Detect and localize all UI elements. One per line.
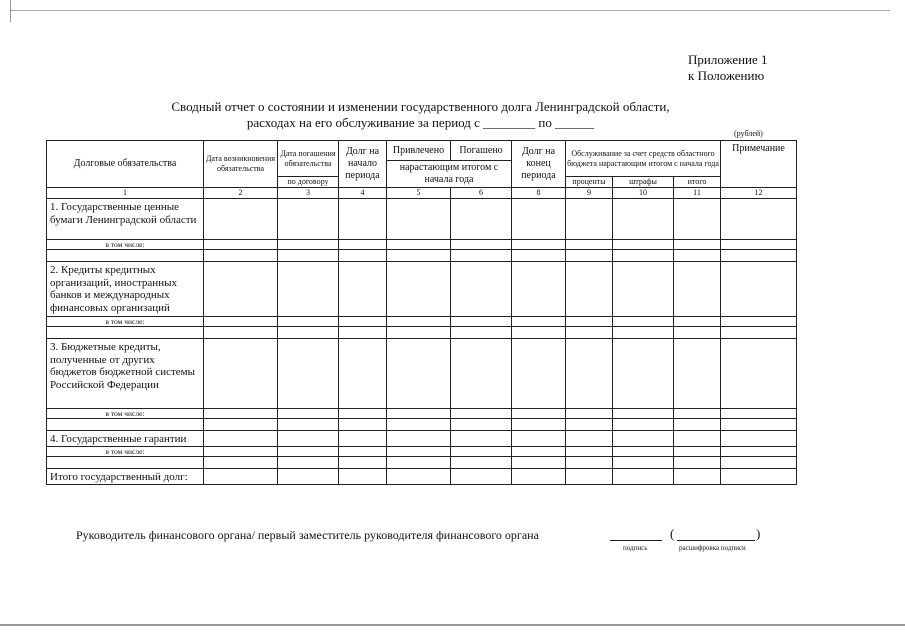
including-label: в том числе: [47,317,204,327]
including-label: в том числе: [47,409,204,419]
col-header-interest: проценты [566,177,613,188]
column-number: 3 [278,188,339,199]
including-label: в том числе: [47,240,204,250]
table-row [47,469,797,485]
report-table [46,140,797,485]
section-2-label: 2. Кредиты кредитных организаций, иностранных банков и международных финансовых организаций [47,262,204,317]
table-row [47,339,797,409]
scan-edge-bottom [0,624,905,626]
column-number: 2 [204,188,278,199]
column-number: 12 [721,188,797,199]
caption-signature: подпись [623,544,648,552]
column-number: 9 [566,188,613,199]
col-header-repayment-date: Дата погашения обязательства [278,141,339,177]
table-row [47,240,797,250]
scan-edge-top [10,10,890,11]
table-row [47,419,797,431]
column-number: 1 [47,188,204,199]
col-header-servicing: Обслуживание за счет средств областного бюджета нарастающим итогом с начала года [566,141,721,177]
table-row [47,262,797,317]
col-header-obligations: Долговые обязательства [47,141,204,188]
table-row [47,431,797,447]
document-title [0,99,905,131]
section-3-label: 3. Бюджетные кредиты, полученные от других бюджетов бюджетной системы Российской Федерации [47,339,204,409]
table-row [47,317,797,327]
caption-decoding: расшифровка подписи [679,544,746,552]
section-1-label: 1. Государственные ценные бумаги Ленинградской области [47,199,204,240]
paren-close: ) [756,526,761,541]
units-label: (рублей) [734,129,763,138]
column-number: 10 [613,188,674,199]
col-header-debt-start: Долг на начало периода [339,141,387,188]
signature-text: Руководитель финансового органа/ первый заместитель руководителя финансового органа [76,528,539,542]
table-row [47,409,797,419]
title-line2: расходах на его обслуживание за период с ________ по ______ [246,115,595,130]
column-number: 6 [451,188,512,199]
col-header-raised: Привлечено [387,141,451,161]
column-number: 8 [512,188,566,199]
total-label: Итого государственный долг: [47,469,204,485]
appendix-note [688,52,768,84]
col-header-by-contract: по договору [278,177,339,188]
col-header-notes: Примечание [721,141,797,188]
column-number: 4 [339,188,387,199]
table-row [47,199,797,240]
table-row [47,447,797,457]
col-header-subtotal: итого [674,177,721,188]
col-header-debt-end: Долг на конец периода [512,141,566,188]
paren-open: ( [670,526,675,541]
appendix-line1: Приложение 1 [688,52,768,67]
col-header-repaid: Погашено [451,141,512,161]
column-numbers-row [47,188,797,199]
table-row [47,250,797,262]
col-header-issue-date: Дата возникновения обязательства [204,141,278,188]
decoding-line [677,540,755,541]
table-row [47,457,797,469]
column-number: 11 [674,188,721,199]
section-4-label: 4. Государственные гарантии [47,431,204,447]
col-header-fines: штрафы [613,177,674,188]
table-row [47,327,797,339]
col-header-cumulative: нарастающим итогом с начала года [387,161,512,188]
signature-line [610,540,662,541]
including-label: в том числе: [47,447,204,457]
appendix-line2: к Положению [688,68,765,83]
scan-edge-left [10,0,11,22]
column-number: 5 [387,188,451,199]
title-line1: Сводный отчет о состоянии и изменении государственного долга Ленинградской области, [171,99,670,114]
